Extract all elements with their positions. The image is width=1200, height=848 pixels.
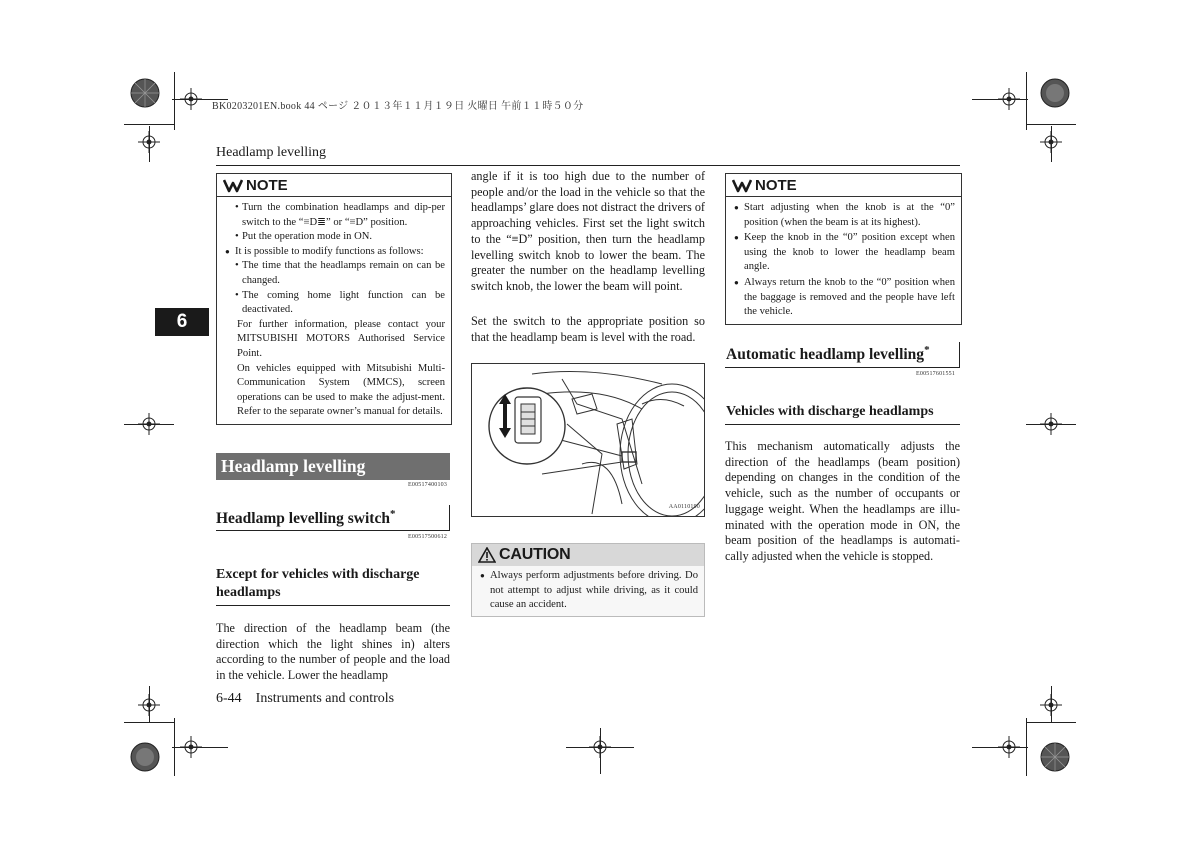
file-info: BK0203201EN.book 44 ページ ２０１３年１１月１９日 火曜日 午前１１時５０分: [212, 101, 584, 112]
right-body-text: This mechanism automatically adjusts the direction of the headlamps (beam position) depending on changes in the condition of the vehicle, such as the number of occupants or luggage weight. When the headlamps are illu-minated with the operation mode in ON, the beam position of the headlamps is automati-cally adjusted when the vehicle is stopped.: [725, 439, 960, 563]
heading-rule: [725, 424, 960, 425]
note-header: [726, 174, 961, 197]
left-note-box: [216, 173, 452, 425]
section-title: Headlamp levelling: [216, 453, 450, 480]
footer: [216, 691, 394, 707]
note-paragraph: For further information, please contact your MITSUBISHI MOTORS Authorised Service Point.: [237, 318, 445, 359]
chapter-tab: 6: [155, 308, 209, 336]
caution-box: [471, 543, 705, 617]
heading-rule: [725, 367, 960, 368]
warning-triangle-icon: [478, 547, 496, 563]
heading-rule-tick: [959, 342, 960, 368]
note-bullet-item: ● Keep the knob in the “0” position except when using the knob to lower the headlamp beam angle.: [734, 231, 955, 275]
heading-text: Automatic headlamp levelling: [726, 346, 925, 364]
note-label: NOTE: [755, 176, 797, 194]
middle-body-text: angle if it is too high due to the number of people and/or the load in the vehicle so that the headlamps’ glare does not distract the drivers of approaching vehicles. First set the light switch to the “≡D” position, then turn the headlamp levelling switch knob to lower the beam. The greater the number on the headlamp levelling switch knob, the lower the beam will point.: [471, 169, 705, 293]
note-sub-item: • Turn the combination headlamps and dip-per switch to the “≡D≣” or “≡D” position.: [225, 201, 445, 230]
except-heading: Except for vehicles with discharge headlamps: [216, 567, 420, 600]
auto-levelling-code: E00517601551: [916, 371, 956, 377]
heading-rule: [216, 530, 450, 531]
note-label: NOTE: [246, 176, 288, 194]
levelling-switch-heading: [216, 508, 395, 528]
optional-marker: *: [389, 508, 396, 520]
note-body: [217, 197, 451, 424]
note-sub-item: • Put the operation mode in ON.: [225, 230, 445, 245]
note-bullet-item: ● Always return the knob to the “0” position when the baggage is removed and the people have left the vehicle.: [734, 276, 955, 320]
optional-marker: *: [924, 344, 930, 356]
heading-text: Headlamp levelling switch: [216, 510, 390, 528]
middle-body-text-2: Set the switch to the appropriate position so that the headlamp beam is level with the road.: [471, 314, 705, 344]
dashboard-illustration: [472, 364, 704, 516]
note-icon: [732, 178, 752, 193]
right-note-box: [725, 173, 962, 325]
note-bullet-item: ● Start adjusting when the knob is at the “0” position (when the beam is at its highest).: [734, 201, 955, 230]
caution-body: [472, 566, 704, 616]
note-bullet-item: ● It is possible to modify functions as follows:: [225, 245, 445, 260]
header-rule: [216, 165, 960, 166]
note-icon: [223, 178, 243, 193]
color-wheel-mark-bottom-right: [1038, 740, 1072, 774]
levelling-switch-code: E00517500612: [408, 534, 448, 540]
footer-section: Instruments and controls: [255, 691, 395, 706]
note-header: [217, 174, 451, 197]
auto-levelling-heading: [726, 344, 930, 364]
figure-headlamp-switch: [471, 363, 705, 517]
color-wheel-mark-top-right: [1038, 76, 1072, 110]
heading-rule-tick: [449, 505, 450, 531]
caution-header: [472, 544, 704, 566]
section-code: E00517400103: [408, 482, 448, 488]
caution-bullet-item: ● Always perform adjustments before driving. Do not attempt to adjust while driving, as it could cause an accident.: [480, 569, 698, 613]
caution-label: CAUTION: [499, 546, 571, 563]
discharge-heading: Vehicles with discharge headlamps: [726, 404, 934, 419]
note-sub-item: • The coming home light function can be deactivated.: [225, 289, 445, 318]
heading-rule: [216, 605, 450, 606]
figure-code: AA0110190: [668, 504, 700, 510]
note-body: [726, 197, 961, 324]
note-paragraph: On vehicles equipped with Mitsubishi Multi-Communication System (MMCS), screen operations can be used to make the adjust-ment. Refer to the separate owner’s manual for details.: [237, 362, 445, 418]
note-sub-item: • The time that the headlamps remain on can be changed.: [225, 259, 445, 288]
page-number: 6-44: [216, 691, 242, 706]
color-wheel-mark-bottom-left: [128, 740, 162, 774]
color-wheel-mark-top-left: [128, 76, 162, 110]
page-header-title: Headlamp levelling: [216, 145, 327, 160]
left-body-text: The direction of the headlamp beam (the direction which the light shines in) alters according to the number of people and the load in the vehicle. Lower the headlamp: [216, 621, 450, 683]
